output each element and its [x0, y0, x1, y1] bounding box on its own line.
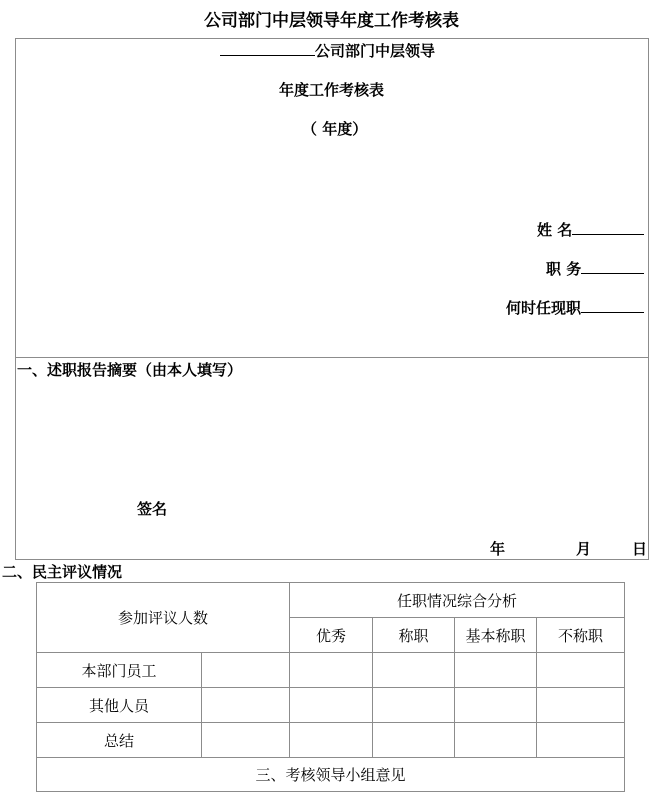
table-row [37, 653, 625, 688]
table-cell[interactable] [537, 653, 625, 688]
report-summary-heading: 一、述职报告摘要（由本人填写） [17, 361, 243, 379]
table-cell[interactable] [202, 653, 290, 688]
table-cell[interactable] [290, 688, 373, 723]
row-label-others: 其他人员 [37, 688, 202, 723]
table-cell[interactable] [290, 653, 373, 688]
report-summary-box [15, 357, 649, 560]
date-month: 月 [576, 540, 592, 558]
table-cell[interactable] [373, 653, 455, 688]
table-row [37, 723, 625, 758]
table-cell[interactable] [537, 723, 625, 758]
table-row [37, 688, 625, 723]
table-cell[interactable] [373, 688, 455, 723]
table-cell[interactable] [202, 688, 290, 723]
name-label: 姓 名 [537, 221, 573, 239]
sign-label: 签名 [137, 500, 168, 518]
tenure-label: 何时任现职 [506, 299, 582, 317]
row-label-dept-staff: 本部门员工 [37, 653, 202, 688]
date-year: 年 [490, 540, 506, 558]
table-cell[interactable] [202, 723, 290, 758]
row-label-summary: 总结 [37, 723, 202, 758]
table-cell[interactable] [537, 688, 625, 723]
evaluation-table [36, 582, 625, 792]
participants-header: 参加评议人数 [37, 583, 290, 653]
rating-basic: 基本称职 [455, 618, 537, 653]
tenure-field [506, 297, 644, 318]
rating-incompetent: 不称职 [537, 618, 625, 653]
leadership-opinion-heading: 三、考核领导小组意见 [37, 758, 625, 792]
document-title: 公司部门中层领导年度工作考核表 [204, 11, 459, 31]
table-cell[interactable] [290, 723, 373, 758]
tenure-blank[interactable] [581, 312, 644, 313]
rating-competent: 称职 [373, 618, 455, 653]
name-field [537, 219, 644, 240]
position-label: 职 务 [546, 260, 582, 278]
table-cell[interactable] [455, 688, 537, 723]
analysis-header: 任职情况综合分析 [290, 583, 625, 618]
position-blank[interactable] [581, 273, 644, 274]
department-line-suffix: 公司部门中层领导 [315, 42, 436, 60]
date-day: 日 [632, 540, 648, 558]
cover-year: （ 年度） [302, 120, 368, 138]
table-cell[interactable] [455, 653, 537, 688]
department-blank[interactable] [220, 55, 315, 56]
position-field [546, 258, 644, 279]
table-cell[interactable] [373, 723, 455, 758]
rating-excellent: 优秀 [290, 618, 373, 653]
name-blank[interactable] [572, 234, 644, 235]
evaluation-heading: 二、民主评议情况 [2, 563, 123, 581]
cover-subtitle: 年度工作考核表 [278, 81, 384, 99]
table-cell[interactable] [455, 723, 537, 758]
department-line [220, 40, 435, 61]
